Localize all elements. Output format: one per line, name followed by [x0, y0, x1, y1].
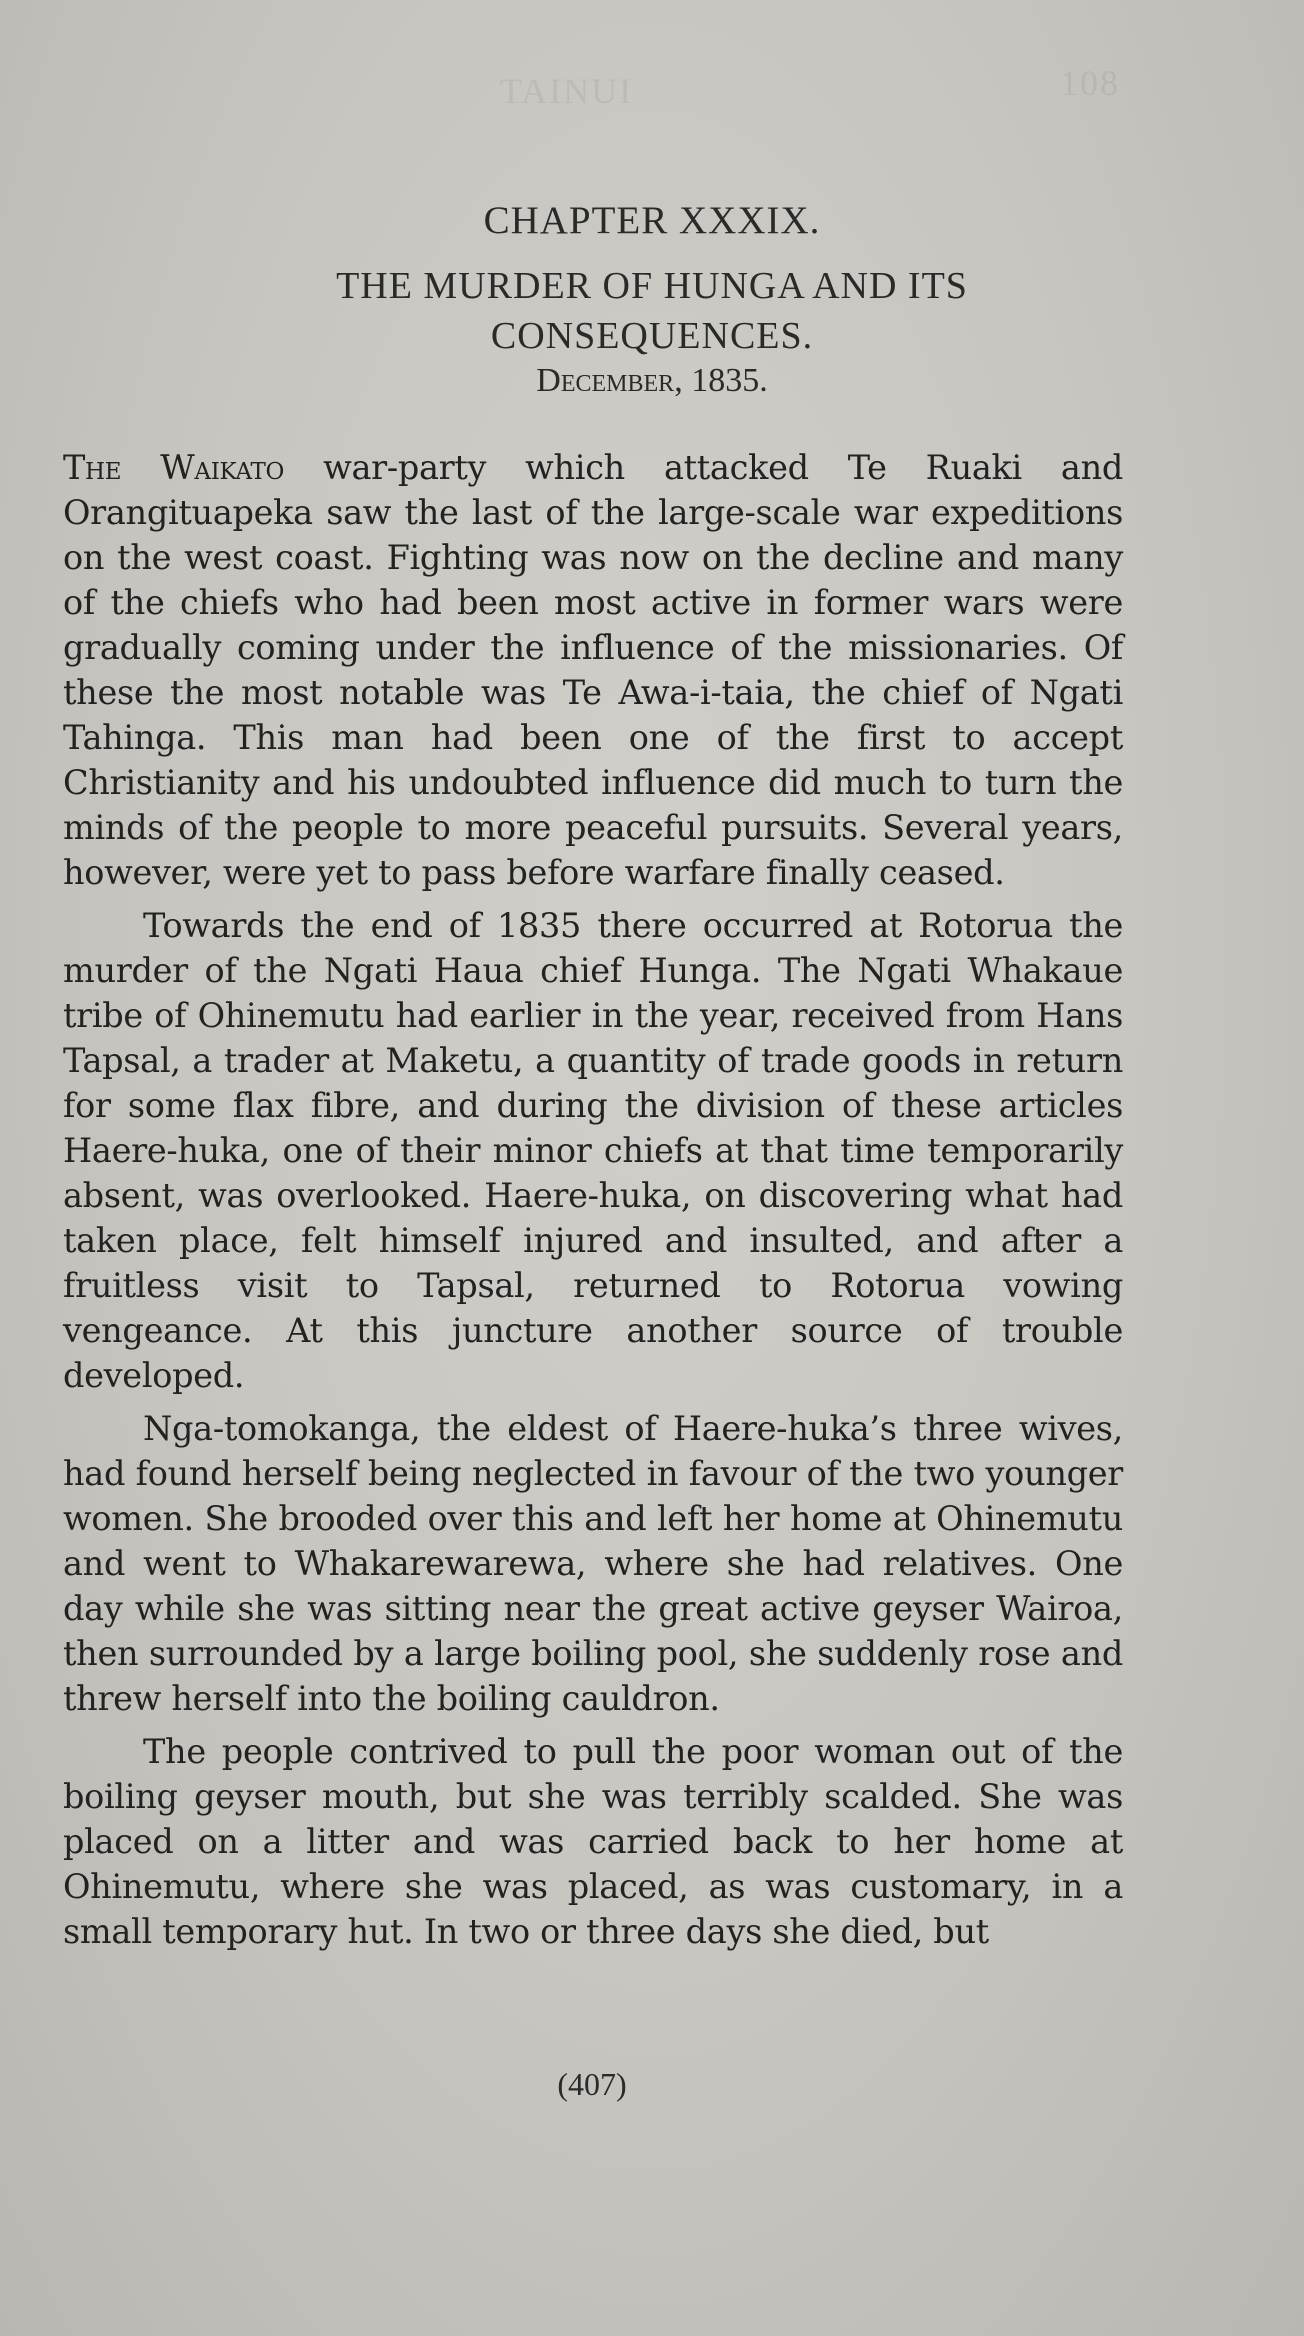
paragraph-lead-in: The Waikato	[63, 448, 285, 487]
chapter-body	[63, 445, 1123, 1962]
chapter-date-month: December,	[536, 362, 683, 399]
bleed-through-text: TAINUI	[500, 71, 634, 111]
paragraph-2: Towards the end of 1835 there occurred at Rotorua the murder of the Ngati Haua chief Hunga. The Ngati Whakaue tribe of Ohinemutu had earlier in the year, received from Hans Tapsal, a trader at Maketu, a quantity of trade goods in return for some flax fibre, and during the division of these articles Haere-huka, one of their minor chiefs at that time temporarily absent, was overlooked. Haere-huka, on discovering what had taken place, felt himself injured and insulted, and after a fruitless visit to Tapsal, returned to Rotorua vowing vengeance. At this juncture another source of trouble developed.	[63, 906, 1123, 1395]
paragraph-3: Nga-tomokanga, the eldest of Haere-huka’s three wives, had found herself being neglected in favour of the two younger women. She brooded over this and left her home at Ohinemutu and went to Whakarewarewa, where she had relatives. One day while she was sitting near the great active geyser Wairoa, then surrounded by a large boiling pool, she suddenly rose and threw herself into the boiling cauldron.	[63, 1409, 1123, 1718]
chapter-date	[0, 362, 1304, 400]
chapter-date-year: 1835.	[691, 362, 768, 399]
bleed-through-text: 108	[1060, 63, 1120, 103]
paragraph-text: war-party which attacked Te Ruaki and Orangituapeka saw the last of the large-scale war expeditions on the west coast. Fighting was now on the decline and many of the chiefs who had been most active in former wars were gradually coming under the influence of the missionaries. Of these the most notable was Te Awa-i-taia, the chief of Ngati Tahinga. This man had been one of the first to accept Christianity and his undoubted influence did much to turn the minds of the people to more peaceful pursuits. Several years, however, were yet to pass before warfare finally ceased.	[63, 448, 1124, 892]
paragraph-4: The people contrived to pull the poor woman out of the boiling geyser mouth, but she was terribly scalded. She was placed on a litter and was carried back to her home at Ohinemutu, where she was placed, as was customary, in a small temporary hut. In two or three days she died, but	[63, 1732, 1123, 1951]
page-number: (407)	[557, 2066, 627, 2102]
paragraph-1	[63, 445, 1123, 895]
chapter-number: CHAPTER XXXIX.	[483, 199, 821, 242]
chapter-title-line-2: CONSEQUENCES.	[490, 315, 814, 357]
chapter-title-line-1: THE MURDER OF HUNGA AND ITS	[336, 265, 968, 307]
